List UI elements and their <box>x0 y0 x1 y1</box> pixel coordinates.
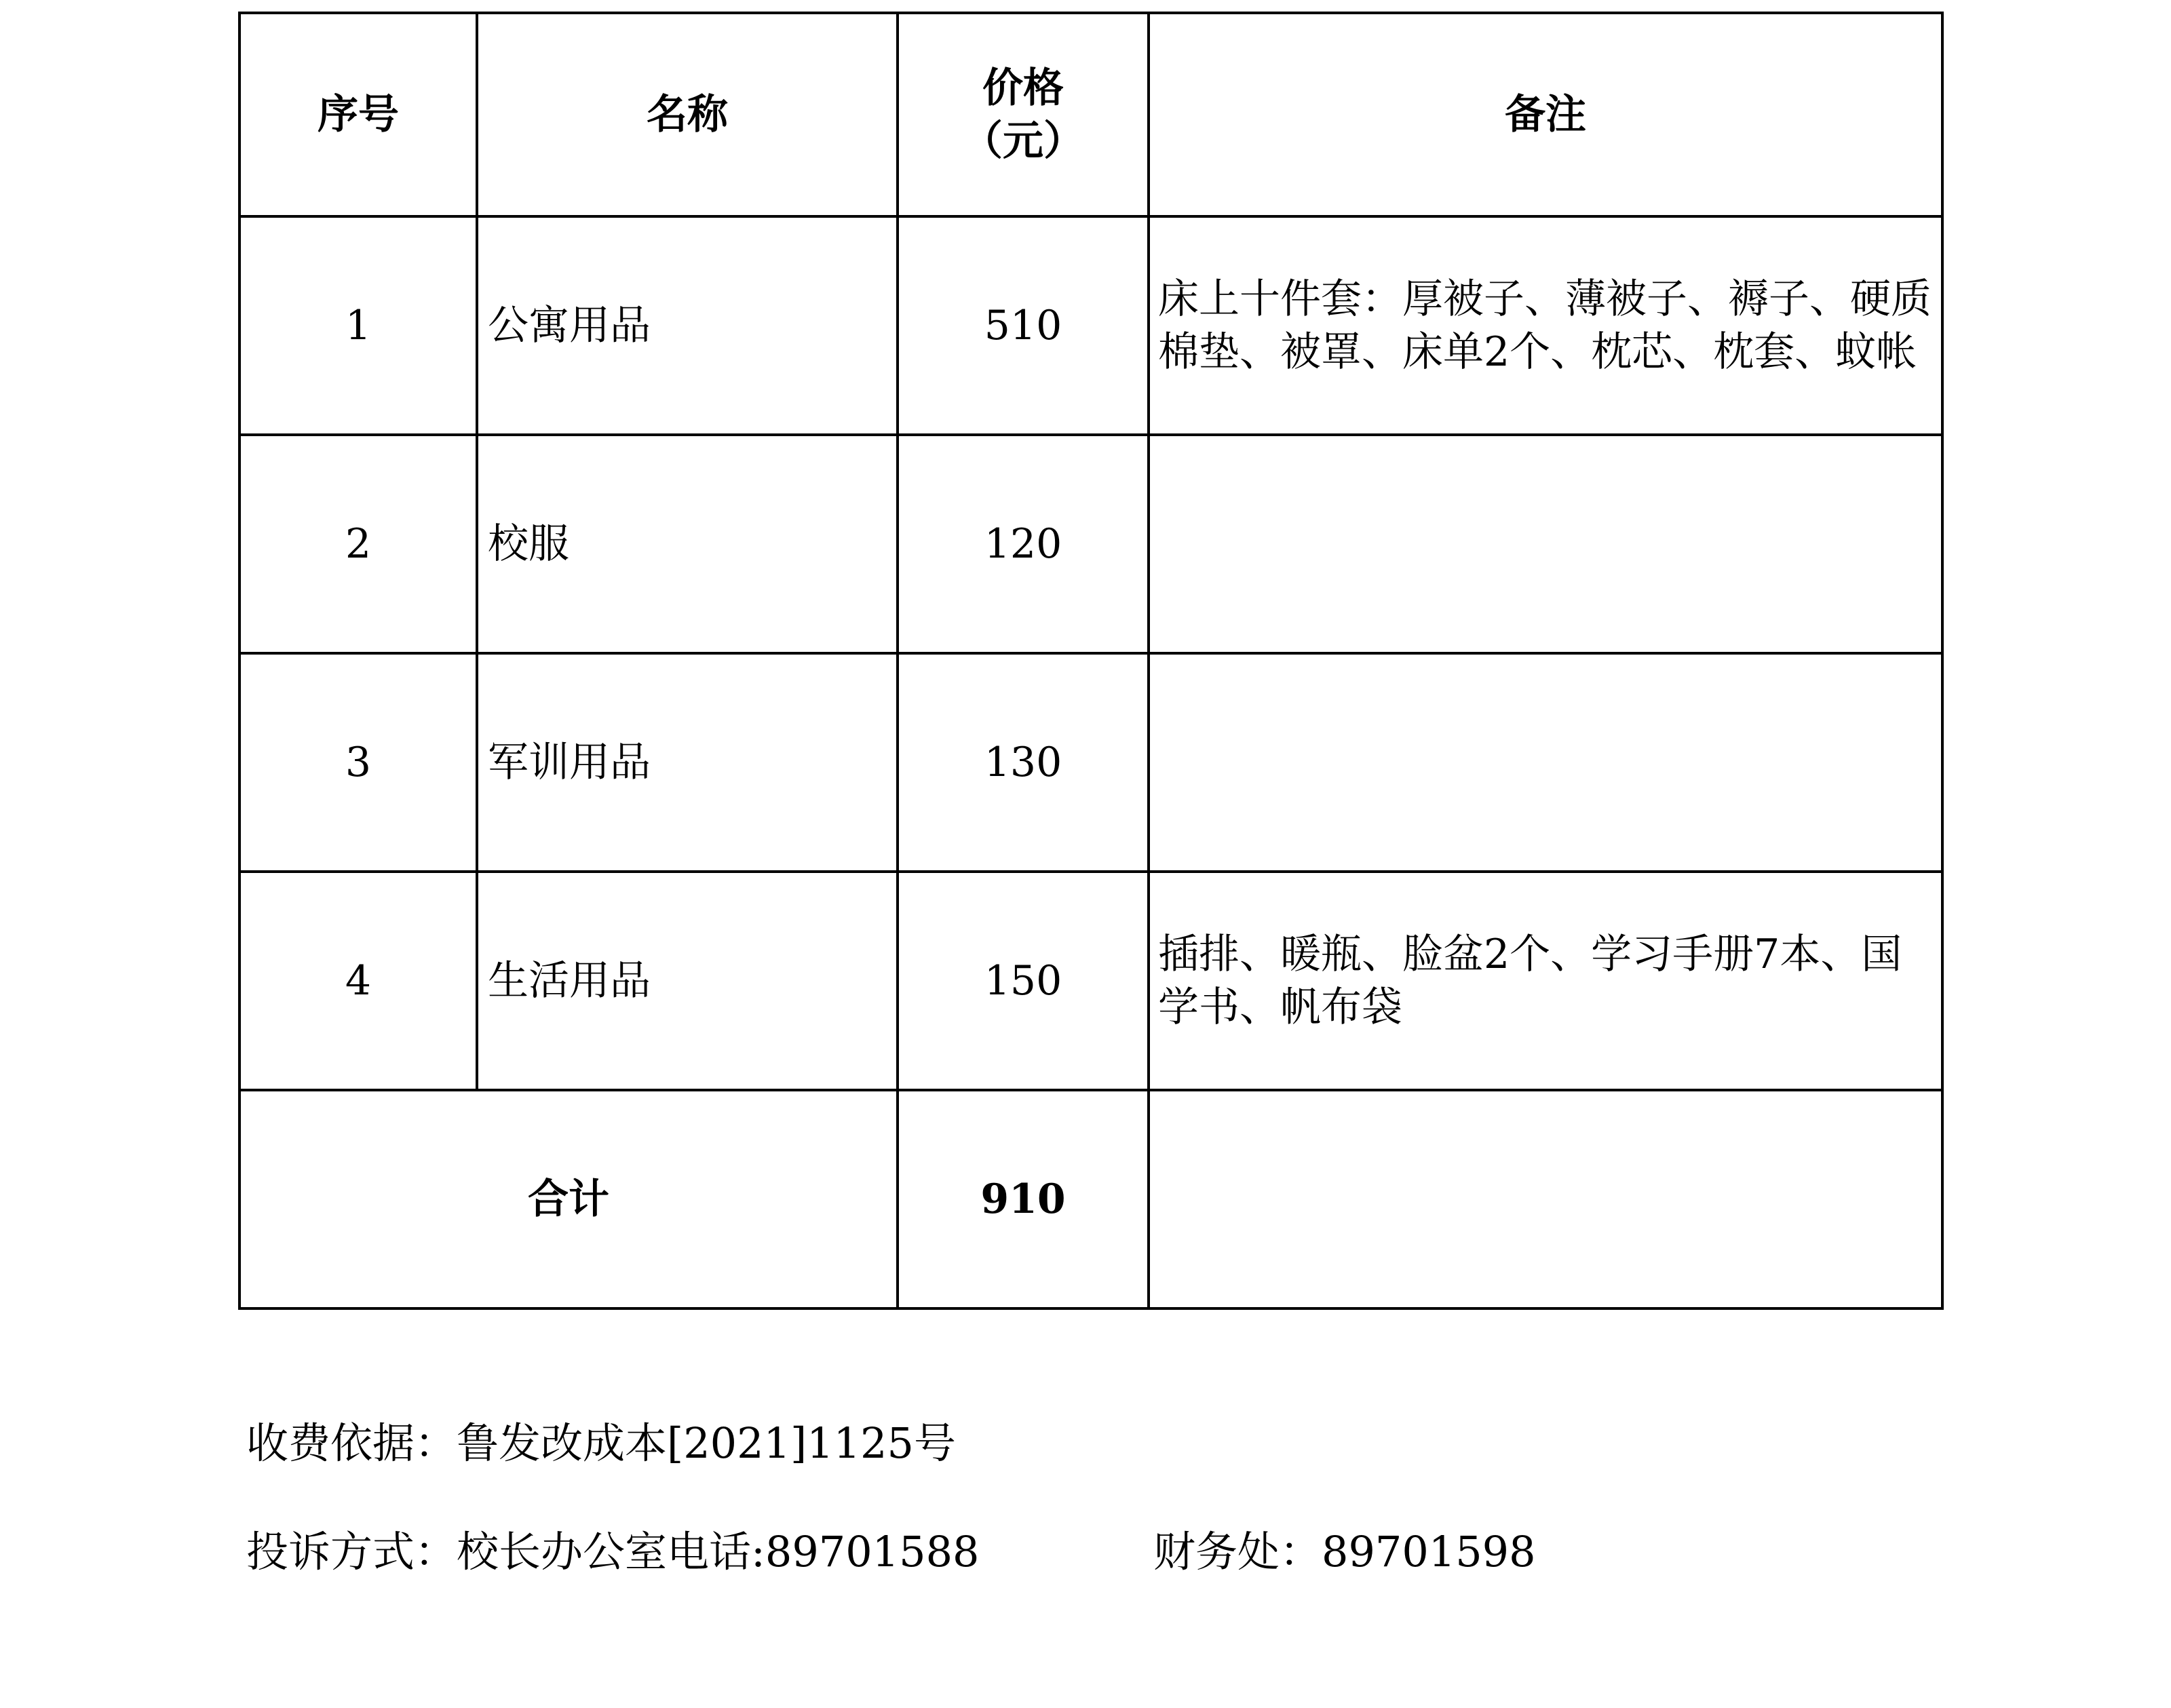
cell-no: 1 <box>239 216 477 435</box>
finance-office-text: 财务处：89701598 <box>1153 1527 1536 1576</box>
fee-table <box>238 12 1944 1310</box>
cell-no: 2 <box>239 435 477 653</box>
header-no: 序号 <box>239 13 477 216</box>
header-price <box>898 13 1149 216</box>
table-row <box>239 653 1942 872</box>
cell-remark: 插排、暖瓶、脸盆2个、学习手册7本、国学书、帆布袋 <box>1149 872 1942 1090</box>
total-label: 合计 <box>239 1090 898 1308</box>
cell-price: 130 <box>898 653 1149 872</box>
cell-price: 510 <box>898 216 1149 435</box>
fee-basis-text: 收费依据：鲁发改成本[2021]1125号 <box>246 1418 956 1468</box>
total-remark <box>1149 1090 1942 1308</box>
total-row <box>239 1090 1942 1308</box>
header-name: 名称 <box>477 13 898 216</box>
cell-price: 120 <box>898 435 1149 653</box>
cell-remark <box>1149 435 1942 653</box>
complaint-text: 投诉方式：校长办公室电话:89701588 <box>246 1527 980 1576</box>
cell-name: 生活用品 <box>477 872 898 1090</box>
header-remark: 备注 <box>1149 13 1942 216</box>
cell-no: 3 <box>239 653 477 872</box>
cell-name: 军训用品 <box>477 653 898 872</box>
total-price: 910 <box>898 1090 1149 1308</box>
cell-remark <box>1149 653 1942 872</box>
table-row <box>239 872 1942 1090</box>
header-price-line2: （元） <box>962 117 1084 165</box>
cell-name: 校服 <box>477 435 898 653</box>
cell-remark: 床上十件套：厚被子、薄被子、褥子、硬质棉垫、被罩、床单2个、枕芯、枕套、蚊帐 <box>1149 216 1942 435</box>
cell-price: 150 <box>898 872 1149 1090</box>
table-row <box>239 435 1942 653</box>
cell-name: 公寓用品 <box>477 216 898 435</box>
cell-no: 4 <box>239 872 477 1090</box>
table-header-row <box>239 13 1942 216</box>
header-price-line1: 价格 <box>982 64 1064 112</box>
table-row <box>239 216 1942 435</box>
